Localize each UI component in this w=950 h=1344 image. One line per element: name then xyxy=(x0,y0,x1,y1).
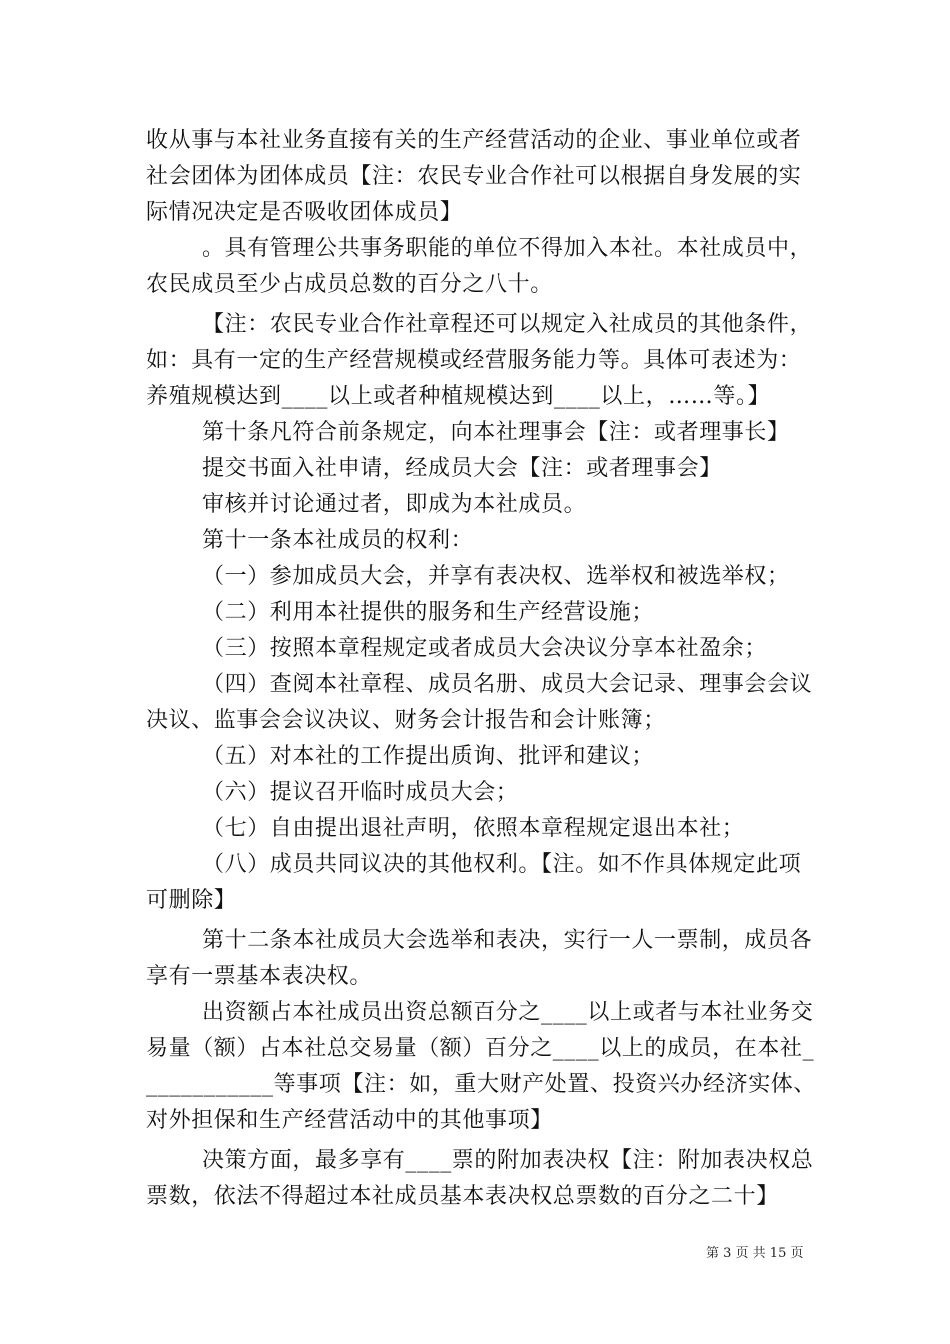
text-line: 农民成员至少占成员总数的百分之八十。 xyxy=(146,272,553,297)
text-line: 享有一票基本表决权。 xyxy=(146,964,373,989)
text-line: （二）利用本社提供的服务和生产经营设施； xyxy=(202,600,655,625)
text-line: 社会团体为团体成员【注：农民专业合作社可以根据自身发展的实 xyxy=(146,164,802,189)
text-line: 第十条凡符合前条规定，向本社理事会【注：或者理事长】 xyxy=(202,420,790,445)
text-line: （四）查阅本社章程、成员名册、成员大会记录、理事会会议 xyxy=(202,672,813,697)
text-line: （六）提议召开临时成员大会； xyxy=(202,780,519,805)
text-line: （五）对本社的工作提出质询、批评和建议； xyxy=(202,744,655,769)
text-line: 【注：农民专业合作社章程还可以规定入社成员的其他条件， xyxy=(202,312,813,337)
text-line: 出资额占本社成员出资总额百分之____以上或者与本社业务交 xyxy=(202,1000,814,1025)
page-number: 第 3 页 共 15 页 xyxy=(706,1246,804,1261)
text-line: 审核并讨论通过者，即成为本社成员。 xyxy=(202,492,587,517)
text-line: 票数，依法不得超过本社成员基本表决权总票数的百分之二十】 xyxy=(146,1184,779,1209)
text-line: 易量（额）占本社总交易量（额）百分之____以上的成员，在本社_ xyxy=(146,1036,815,1061)
text-line: （七）自由提出退社声明，依照本章程规定退出本社； xyxy=(202,816,745,841)
text-line: 决策方面，最多享有____票的附加表决权【注：附加表决权总 xyxy=(202,1148,814,1173)
text-line: 际情况决定是否吸收团体成员】 xyxy=(146,200,463,225)
text-line: 决议、监事会会议决议、财务会计报告和会计账簿； xyxy=(146,708,666,733)
text-line: 。具有管理公共事务职能的单位不得加入本社。本社成员中， xyxy=(202,236,813,261)
text-line: （三）按照本章程规定或者成员大会决议分享本社盈余； xyxy=(202,636,768,661)
text-line: 提交书面入社申请，经成员大会【注：或者理事会】 xyxy=(202,456,722,481)
text-line: （一）参加成员大会，并享有表决权、选举权和被选举权； xyxy=(202,564,790,589)
text-line: 第十一条本社成员的权利： xyxy=(202,528,474,553)
text-line: 可删除】 xyxy=(146,888,237,913)
text-line: 第十二条本社成员大会选举和表决，实行一人一票制，成员各 xyxy=(202,928,813,953)
text-line: ___________等事项【注：如，重大财产处置、投资兴办经济实体、 xyxy=(146,1072,817,1097)
text-line: 养殖规模达到____以上或者种植规模达到____以上，……等。】 xyxy=(146,384,771,409)
text-line: 对外担保和生产经营活动中的其他事项】 xyxy=(146,1108,553,1133)
text-line: 收从事与本社业务直接有关的生产经营活动的企业、事业单位或者 xyxy=(146,128,802,153)
text-line: 如：具有一定的生产经营规模或经营服务能力等。具体可表述为： xyxy=(146,348,802,373)
text-line: （八）成员共同议决的其他权利。【注。如不作具体规定此项 xyxy=(202,852,802,877)
